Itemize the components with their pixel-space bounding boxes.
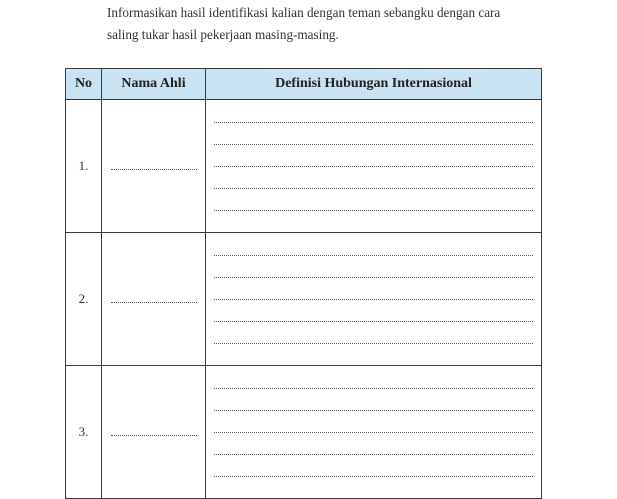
worksheet-table	[65, 68, 542, 499]
header-no: No	[66, 69, 102, 100]
dotted-answer-line	[214, 388, 533, 389]
dotted-answer-line	[214, 299, 533, 300]
dotted-answer-line	[214, 454, 533, 455]
dotted-answer-line	[214, 321, 533, 322]
dotted-answer-line	[214, 410, 533, 411]
dotted-answer-line	[214, 343, 533, 344]
nama-ahli-field[interactable]	[102, 233, 206, 366]
dotted-answer-line	[214, 210, 533, 211]
dotted-answer-line	[214, 277, 533, 278]
dotted-answer-line	[214, 122, 533, 123]
definisi-field[interactable]	[206, 100, 542, 233]
dotted-answer-line	[111, 302, 197, 303]
dotted-answer-line	[111, 435, 197, 436]
nama-ahli-field[interactable]	[102, 366, 206, 499]
dotted-answer-line	[214, 476, 533, 477]
instruction-line-1: Informasikan hasil identifikasi kalian dengan teman sebangku dengan cara	[107, 5, 501, 20]
definisi-field[interactable]	[206, 233, 542, 366]
nama-ahli-field[interactable]	[102, 100, 206, 233]
dotted-answer-line	[214, 144, 533, 145]
row-number: 1.	[66, 100, 102, 233]
dotted-answer-line	[214, 166, 533, 167]
row-number: 2.	[66, 233, 102, 366]
dotted-answer-line	[214, 255, 533, 256]
table-row	[66, 366, 542, 499]
dotted-answer-line	[214, 188, 533, 189]
instruction-text	[107, 2, 547, 46]
row-number: 3.	[66, 366, 102, 499]
header-nama-ahli: Nama Ahli	[102, 69, 206, 100]
table-header-row	[66, 69, 542, 100]
definisi-field[interactable]	[206, 366, 542, 499]
instruction-line-2: saling tukar hasil pekerjaan masing-masing.	[107, 27, 339, 42]
table-row	[66, 100, 542, 233]
table-row	[66, 233, 542, 366]
header-definisi: Definisi Hubungan Internasional	[206, 69, 542, 100]
dotted-answer-line	[111, 169, 197, 170]
dotted-answer-line	[214, 432, 533, 433]
